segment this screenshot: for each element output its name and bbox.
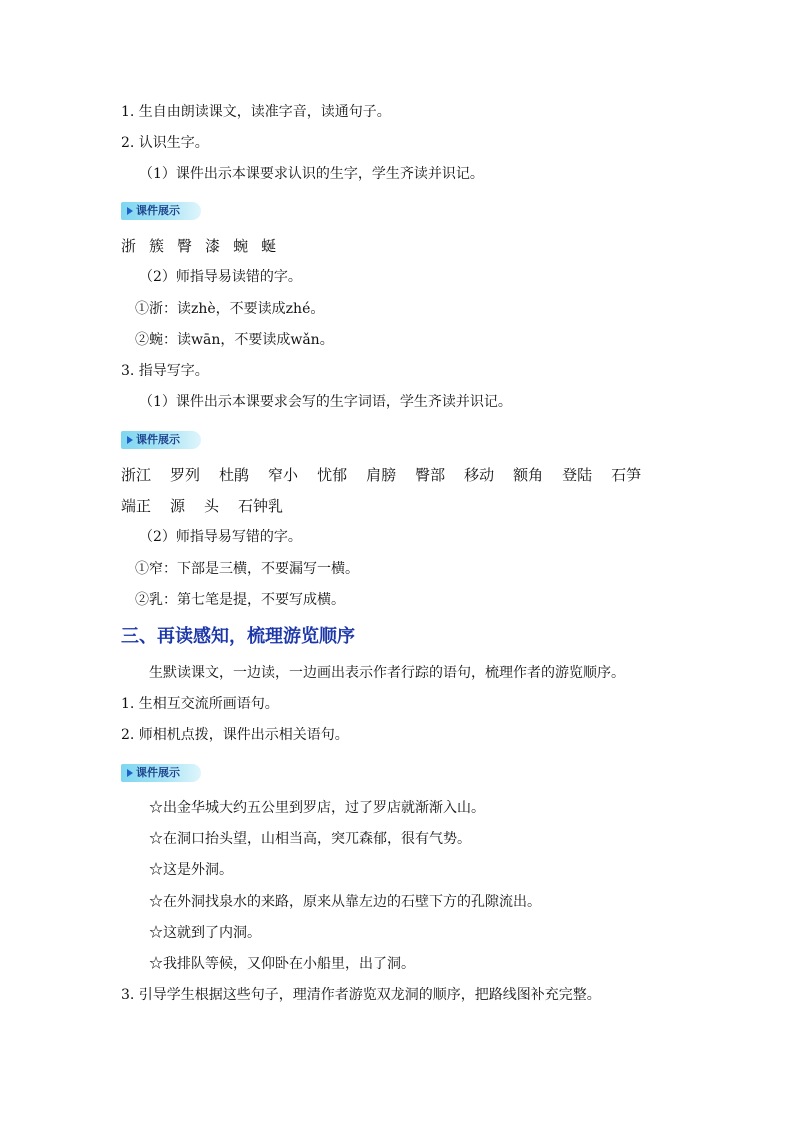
courseware-display-tag (121, 202, 201, 220)
courseware-display-label: 课件展示 (136, 766, 180, 779)
vocabulary-word: 忧郁 (317, 466, 348, 484)
play-triangle-icon (127, 436, 133, 444)
play-triangle-icon (127, 769, 133, 777)
step-2-sub-2-text: （2）师指导易读错的字。 (139, 269, 302, 285)
step-3-text: 3. 指导写字。 (121, 363, 209, 379)
new-character: 蜒 (261, 237, 277, 255)
step-3-sub-2-text: （2）师指导易写错的字。 (139, 529, 302, 545)
vocabulary-word: 端正 (121, 497, 152, 515)
vocabulary-word: 杜鹃 (219, 466, 250, 484)
writing-note-2: ②乳：第七笔是提，不要写成横。 (135, 592, 345, 608)
step-3-sub-1-text: （1）课件出示本课要求会写的生字词语，学生齐读并识记。 (139, 394, 512, 410)
new-character: 簇 (149, 237, 165, 255)
vocabulary-word: 石钟乳 (238, 497, 284, 515)
quoted-sentence: ☆我排队等候，又仰卧在小船里，出了洞。 (149, 956, 415, 972)
vocabulary-word: 浙江 (121, 466, 152, 484)
vocabulary-word: 罗列 (170, 466, 201, 484)
step-2-sub-1-text: （1）课件出示本课要求认识的生字，学生齐读并识记。 (139, 166, 484, 182)
vocabulary-word: 源 (170, 497, 186, 515)
vocabulary-word: 登陆 (562, 466, 593, 484)
vocabulary-word: 臀部 (415, 466, 446, 484)
step-2-text: 2. 认识生字。 (121, 135, 209, 151)
courseware-display-tag (121, 764, 201, 782)
writing-note-1: ①窄：下部是三横，不要漏写一横。 (135, 561, 359, 577)
vocabulary-word: 额角 (513, 466, 544, 484)
vocabulary-word: 肩膀 (366, 466, 397, 484)
courseware-display-label: 课件展示 (136, 433, 180, 446)
new-character: 蜿 (233, 237, 249, 255)
section-intro-text: 生默读课文，一边读，一边画出表示作者行踪的语句，梳理作者的游览顺序。 (149, 665, 625, 681)
vocabulary-words (121, 465, 671, 516)
new-characters-row (121, 236, 276, 256)
quoted-sentence: ☆在洞口抬头望，山相当高，突兀森郁，很有气势。 (149, 831, 471, 847)
quoted-sentence: ☆这是外洞。 (149, 862, 233, 878)
quoted-sentence: ☆这就到了内洞。 (149, 925, 261, 941)
vocabulary-word: 窄小 (268, 466, 299, 484)
section-heading: 三、再读感知，梳理游览顺序 (121, 626, 355, 647)
section-step-1-text: 1. 生相互交流所画语句。 (121, 696, 279, 712)
vocabulary-word: 石笋 (611, 466, 642, 484)
section-step-3-text: 3. 引导学生根据这些句子，理清作者游览双龙洞的顺序，把路线图补充完整。 (121, 987, 601, 1003)
quoted-sentence: ☆在外洞找泉水的来路，原来从靠左边的石壁下方的孔隙流出。 (149, 894, 541, 910)
quoted-sentence: ☆出金华城大约五公里到罗店，过了罗店就渐渐入山。 (149, 800, 485, 816)
courseware-display-label: 课件展示 (136, 204, 180, 217)
courseware-display-tag (121, 431, 201, 449)
vocabulary-word: 头 (204, 497, 220, 515)
pronunciation-note-2: ②蜿：读wān，不要读成wǎn。 (135, 332, 334, 348)
new-character: 漆 (205, 237, 221, 255)
pronunciation-note-1: ①浙：读zhè，不要读成zhé。 (135, 301, 325, 317)
step-1-text: 1. 生自由朗读课文，读准字音，读通句子。 (121, 104, 391, 120)
section-step-2-text: 2. 师相机点拨，课件出示相关语句。 (121, 727, 349, 743)
vocabulary-word: 移动 (464, 466, 495, 484)
play-triangle-icon (127, 207, 133, 215)
new-character: 臀 (177, 237, 193, 255)
new-character: 浙 (121, 237, 137, 255)
